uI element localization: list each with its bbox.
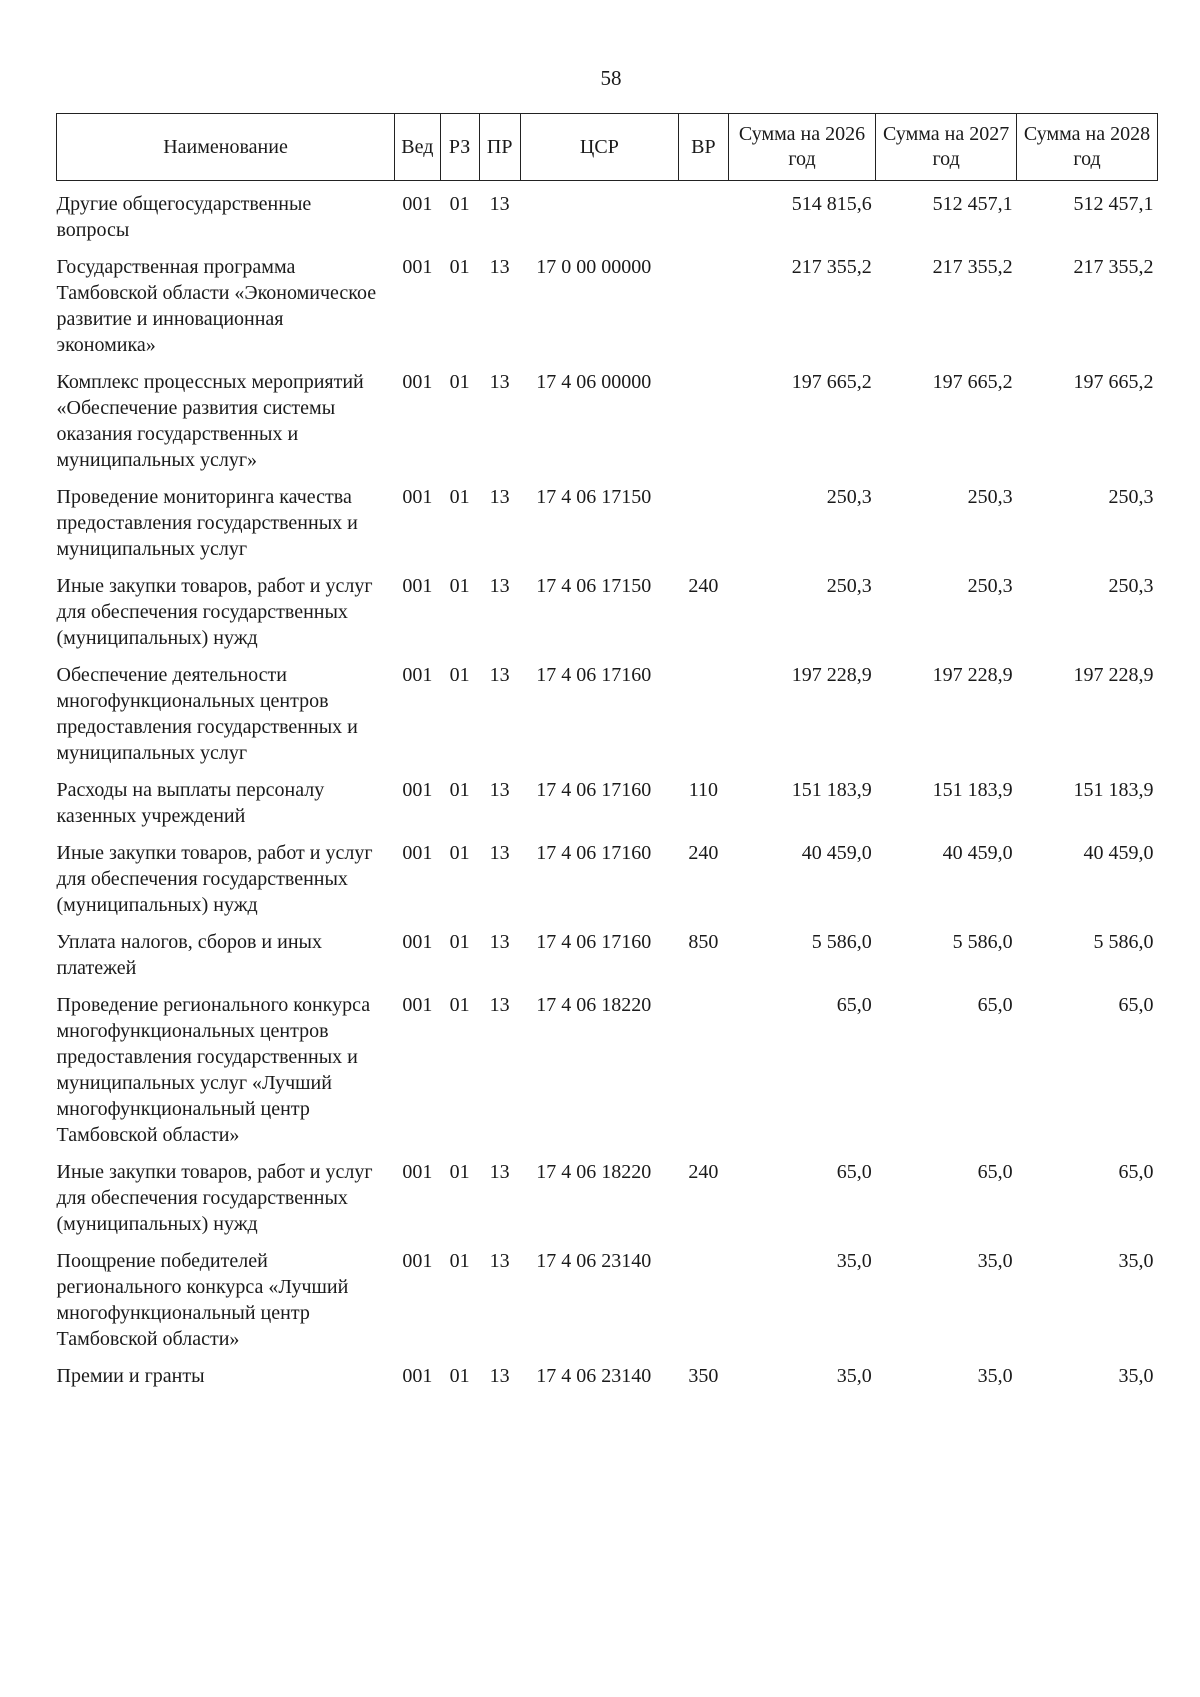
- cell-sum-2026: 197 228,9: [791, 664, 872, 686]
- cell-ved: 001: [402, 575, 433, 597]
- cell-name: Проведение регионального конкурса многофункциональных центров предоставления государственных и муниципальных услуг «Лучший многофункциональный центр Тамбовской области»: [56, 994, 371, 1146]
- cell-vr: [678, 181, 728, 255]
- cell-csr: 17 0 00 00000: [536, 256, 652, 278]
- cell-rz: 01: [449, 256, 470, 278]
- cell-rz: 01: [449, 994, 470, 1016]
- cell-rz: 01: [449, 575, 470, 597]
- cell-name: Другие общегосударственные вопросы: [56, 193, 312, 241]
- cell-csr: 17 4 06 23140: [536, 1365, 652, 1387]
- cell-vr: 240: [688, 575, 719, 597]
- cell-ved: 001: [402, 486, 433, 508]
- cell-vr: [678, 662, 728, 777]
- cell-csr: 17 4 06 17160: [536, 779, 652, 801]
- cell-sum-2028: 35,0: [1118, 1250, 1154, 1272]
- cell-pr: 13: [489, 1161, 510, 1183]
- table-row: [57, 1248, 1158, 1363]
- cell-sum-2027: 250,3: [967, 575, 1013, 597]
- cell-vr: [678, 369, 728, 484]
- cell-pr: 13: [489, 931, 510, 953]
- cell-ved: 001: [402, 779, 433, 801]
- cell-sum-2028: 250,3: [1108, 486, 1154, 508]
- cell-name: Проведение мониторинга качества предоставления государственных и муниципальных услуг: [56, 486, 358, 560]
- table-row: [57, 573, 1158, 662]
- cell-pr: 13: [489, 371, 510, 393]
- cell-ved: 001: [402, 1365, 433, 1387]
- header-csr: ЦСР: [520, 114, 678, 181]
- cell-ved: 001: [402, 994, 433, 1016]
- cell-ved: 001: [402, 193, 433, 215]
- cell-sum-2026: 35,0: [836, 1250, 872, 1272]
- cell-csr: [520, 181, 678, 255]
- cell-pr: 13: [489, 664, 510, 686]
- cell-pr: 13: [489, 842, 510, 864]
- cell-name: Уплата налогов, сборов и иных платежей: [56, 931, 322, 979]
- cell-rz: 01: [449, 1161, 470, 1183]
- cell-pr: 13: [489, 256, 510, 278]
- cell-sum-2027: 512 457,1: [932, 193, 1013, 215]
- header-sum-2027: Сумма на 2027 год: [876, 114, 1017, 181]
- cell-csr: 17 4 06 17160: [536, 664, 652, 686]
- cell-sum-2028: 40 459,0: [1083, 842, 1154, 864]
- cell-name: Государственная программа Тамбовской области «Экономическое развитие и инновационная экономика»: [56, 256, 377, 356]
- cell-csr: 17 4 06 17160: [536, 931, 652, 953]
- cell-pr: 13: [489, 486, 510, 508]
- cell-csr: 17 4 06 18220: [536, 994, 652, 1016]
- header-name: Наименование: [57, 114, 395, 181]
- cell-sum-2027: 5 586,0: [952, 931, 1013, 953]
- cell-vr: [678, 1248, 728, 1363]
- cell-name: Расходы на выплаты персоналу казенных учреждений: [56, 779, 325, 827]
- cell-sum-2026: 65,0: [836, 1161, 872, 1183]
- cell-name: Иные закупки товаров, работ и услуг для обеспечения государственных (муниципальных) нужд: [56, 575, 373, 649]
- cell-sum-2026: 250,3: [826, 486, 872, 508]
- cell-rz: 01: [449, 931, 470, 953]
- cell-sum-2027: 197 228,9: [932, 664, 1013, 686]
- cell-sum-2028: 250,3: [1108, 575, 1154, 597]
- table-header-row: [57, 114, 1158, 181]
- header-sum-2028: Сумма на 2028 год: [1017, 114, 1158, 181]
- table-row: [57, 992, 1158, 1159]
- cell-sum-2028: 151 183,9: [1073, 779, 1154, 801]
- cell-rz: 01: [449, 779, 470, 801]
- cell-sum-2026: 217 355,2: [791, 256, 872, 278]
- cell-csr: 17 4 06 17150: [536, 575, 652, 597]
- table-row: [57, 369, 1158, 484]
- cell-rz: 01: [449, 193, 470, 215]
- cell-sum-2028: 65,0: [1118, 994, 1154, 1016]
- header-vr: ВР: [678, 114, 728, 181]
- cell-sum-2027: 151 183,9: [932, 779, 1013, 801]
- table-row: [57, 662, 1158, 777]
- cell-rz: 01: [449, 486, 470, 508]
- cell-sum-2028: 197 665,2: [1073, 371, 1154, 393]
- header-pr: ПР: [479, 114, 520, 181]
- header-rz: РЗ: [440, 114, 479, 181]
- cell-sum-2028: 5 586,0: [1093, 931, 1154, 953]
- cell-pr: 13: [489, 1365, 510, 1387]
- cell-ved: 001: [402, 664, 433, 686]
- cell-sum-2028: 35,0: [1118, 1365, 1154, 1387]
- cell-vr: 350: [688, 1365, 719, 1387]
- cell-rz: 01: [449, 371, 470, 393]
- header-ved: Вед: [395, 114, 441, 181]
- cell-sum-2028: 65,0: [1118, 1161, 1154, 1183]
- cell-pr: 13: [489, 779, 510, 801]
- cell-vr: [678, 484, 728, 573]
- cell-sum-2026: 250,3: [826, 575, 872, 597]
- cell-vr: 110: [688, 779, 719, 801]
- cell-sum-2026: 151 183,9: [791, 779, 872, 801]
- cell-sum-2027: 65,0: [977, 1161, 1013, 1183]
- cell-name: Обеспечение деятельности многофункциональных центров предоставления государственных и муниципальных услуг: [56, 664, 358, 764]
- cell-pr: 13: [489, 575, 510, 597]
- cell-ved: 001: [402, 256, 433, 278]
- table-row: [57, 1159, 1158, 1248]
- cell-pr: 13: [489, 1250, 510, 1272]
- cell-sum-2026: 65,0: [836, 994, 872, 1016]
- cell-sum-2026: 40 459,0: [801, 842, 872, 864]
- cell-vr: 240: [688, 842, 719, 864]
- cell-pr: 13: [489, 994, 510, 1016]
- table-row: [57, 254, 1158, 369]
- cell-sum-2026: 514 815,6: [791, 193, 872, 215]
- page-number: 58: [600, 66, 622, 90]
- cell-sum-2027: 35,0: [977, 1250, 1013, 1272]
- cell-ved: 001: [402, 842, 433, 864]
- cell-ved: 001: [402, 1250, 433, 1272]
- cell-csr: 17 4 06 23140: [536, 1250, 652, 1272]
- table-row: [57, 929, 1158, 992]
- cell-rz: 01: [449, 1365, 470, 1387]
- cell-sum-2026: 197 665,2: [791, 371, 872, 393]
- table-row: [57, 840, 1158, 929]
- table-row: [57, 777, 1158, 840]
- table-body: [57, 181, 1158, 1401]
- cell-sum-2027: 40 459,0: [942, 842, 1013, 864]
- cell-vr: 850: [688, 931, 719, 953]
- cell-ved: 001: [402, 371, 433, 393]
- cell-rz: 01: [449, 1250, 470, 1272]
- cell-name: Иные закупки товаров, работ и услуг для обеспечения государственных (муниципальных) нужд: [56, 842, 373, 916]
- cell-sum-2027: 65,0: [977, 994, 1013, 1016]
- cell-csr: 17 4 06 00000: [536, 371, 652, 393]
- cell-ved: 001: [402, 1161, 433, 1183]
- cell-name: Комплекс процессных мероприятий «Обеспечение развития системы оказания государственных и муниципальных услуг»: [56, 371, 364, 471]
- cell-sum-2028: 197 228,9: [1073, 664, 1154, 686]
- cell-csr: 17 4 06 17150: [536, 486, 652, 508]
- table-row: [57, 1363, 1158, 1400]
- cell-vr: 240: [688, 1161, 719, 1183]
- cell-vr: [678, 254, 728, 369]
- table-row: [57, 484, 1158, 573]
- cell-rz: 01: [449, 842, 470, 864]
- cell-name: Поощрение победителей регионального конкурса «Лучший многофункциональный центр Тамбовской области»: [56, 1250, 349, 1350]
- budget-table: [56, 113, 1158, 1400]
- cell-sum-2028: 512 457,1: [1073, 193, 1154, 215]
- header-sum-2026: Сумма на 2026 год: [728, 114, 875, 181]
- cell-sum-2027: 197 665,2: [932, 371, 1013, 393]
- cell-sum-2026: 5 586,0: [811, 931, 872, 953]
- cell-sum-2028: 217 355,2: [1073, 256, 1154, 278]
- cell-csr: 17 4 06 18220: [536, 1161, 652, 1183]
- cell-name: Иные закупки товаров, работ и услуг для обеспечения государственных (муниципальных) нужд: [56, 1161, 373, 1235]
- cell-name: Премии и гранты: [56, 1365, 205, 1387]
- cell-sum-2027: 217 355,2: [932, 256, 1013, 278]
- cell-sum-2027: 35,0: [977, 1365, 1013, 1387]
- cell-pr: 13: [489, 193, 510, 215]
- cell-sum-2026: 35,0: [836, 1365, 872, 1387]
- table-row: [57, 181, 1158, 255]
- cell-vr: [678, 992, 728, 1159]
- cell-csr: 17 4 06 17160: [536, 842, 652, 864]
- cell-sum-2027: 250,3: [967, 486, 1013, 508]
- cell-ved: 001: [402, 931, 433, 953]
- cell-rz: 01: [449, 664, 470, 686]
